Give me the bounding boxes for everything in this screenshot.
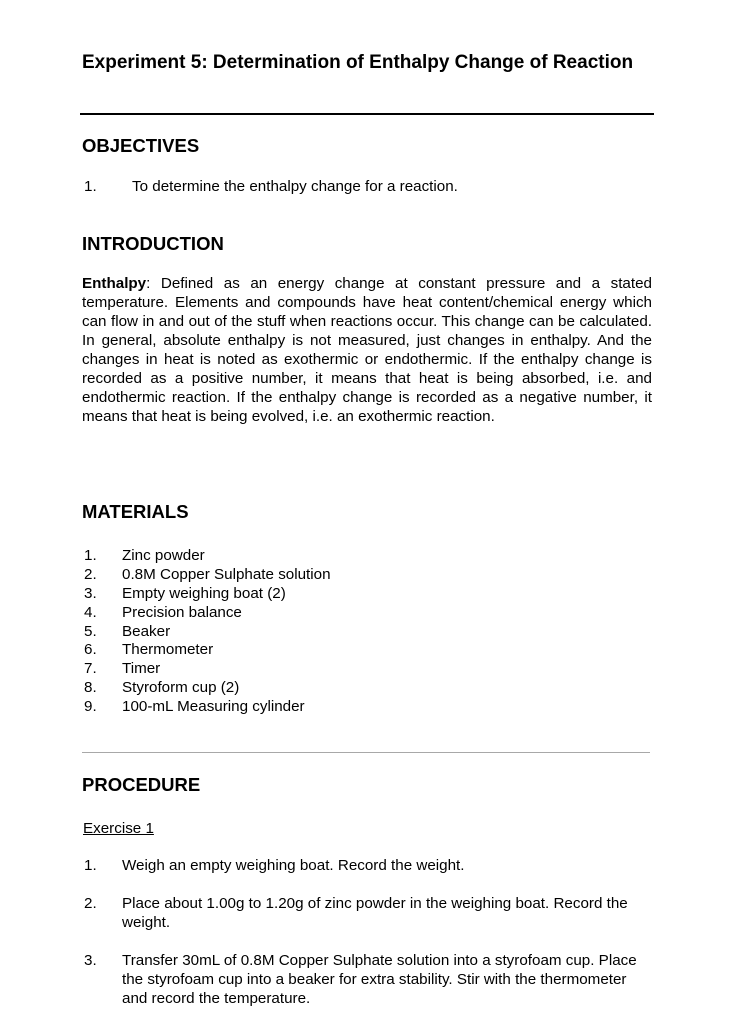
- material-item: [84, 603, 331, 622]
- material-item: [84, 697, 331, 716]
- procedure-step: [84, 951, 644, 1008]
- step-number: 3.: [84, 952, 97, 969]
- material-number: 7.: [84, 660, 97, 678]
- introduction-heading: INTRODUCTION: [82, 233, 224, 254]
- materials-list: [84, 546, 331, 716]
- section-divider: [82, 752, 650, 753]
- objective-item: [84, 177, 458, 196]
- step-number: 2.: [84, 895, 97, 912]
- material-text: Beaker: [122, 622, 171, 640]
- material-number: 6.: [84, 641, 97, 659]
- step-text: Place about 1.00g to 1.20g of zinc powder in the weighing boat. Record the weight.: [122, 895, 628, 931]
- title-divider: [80, 113, 654, 115]
- step-text: Transfer 30mL of 0.8M Copper Sulphate solution into a styrofoam cup. Place the styrofoam cup into a beaker for extra stability. Stir with the thermometer and record the temperature.: [122, 952, 637, 1007]
- step-text: Weigh an empty weighing boat. Record the weight.: [122, 857, 465, 874]
- material-number: 2.: [84, 565, 97, 583]
- procedure-step: [84, 856, 644, 875]
- exercise-title: Exercise 1: [83, 820, 154, 837]
- material-number: 1.: [84, 547, 97, 564]
- material-text: Precision balance: [122, 603, 242, 621]
- objectives-heading: OBJECTIVES: [82, 135, 200, 156]
- material-number: 3.: [84, 584, 97, 602]
- material-text: Timer: [122, 660, 161, 678]
- material-text: Styroform cup (2): [122, 679, 240, 697]
- material-text: 0.8M Copper Sulphate solution: [122, 565, 331, 583]
- material-text: Empty weighing boat (2): [122, 584, 286, 602]
- material-item: [84, 659, 331, 678]
- material-text: 100-mL Measuring cylinder: [122, 698, 305, 716]
- material-item: [84, 584, 331, 603]
- step-number: 1.: [84, 857, 97, 874]
- material-text: Thermometer: [122, 641, 214, 659]
- material-number: 5.: [84, 622, 97, 640]
- material-number: 9.: [84, 698, 97, 716]
- document-title: Experiment 5: Determination of Enthalpy Change of Reaction: [82, 52, 634, 73]
- material-item: [84, 678, 331, 697]
- procedure-step: [84, 894, 644, 932]
- enthalpy-term: Enthalpy: [82, 275, 147, 292]
- objective-text: To determine the enthalpy change for a reaction.: [132, 178, 458, 195]
- material-item: [84, 565, 331, 584]
- material-item: [84, 546, 331, 565]
- objective-number: 1.: [84, 178, 97, 195]
- introduction-text: : Defined as an energy change at constant pressure and a stated temperature. Elements and compounds have heat content/chemical energy which can flow in and out of the stuff when reactions occur. This change can be calculated. In general, absolute enthalpy is not measured, just changes in enthalpy. And the changes in heat is noted as exothermic or endothermic. If the enthalpy change is recorded as a positive number, it means that heat is being absorbed, i.e. and endothermic reaction. If the enthalpy change is recorded as a negative number, it means that heat is being evolved, i.e. an exothermic reaction.: [82, 275, 652, 425]
- materials-heading: MATERIALS: [82, 501, 189, 522]
- material-item: [84, 622, 331, 641]
- material-item: [84, 640, 331, 659]
- material-number: 8.: [84, 679, 97, 697]
- material-number: 4.: [84, 603, 97, 621]
- material-text: Zinc powder: [122, 547, 205, 564]
- introduction-paragraph: [82, 274, 652, 426]
- procedure-heading: PROCEDURE: [82, 774, 201, 795]
